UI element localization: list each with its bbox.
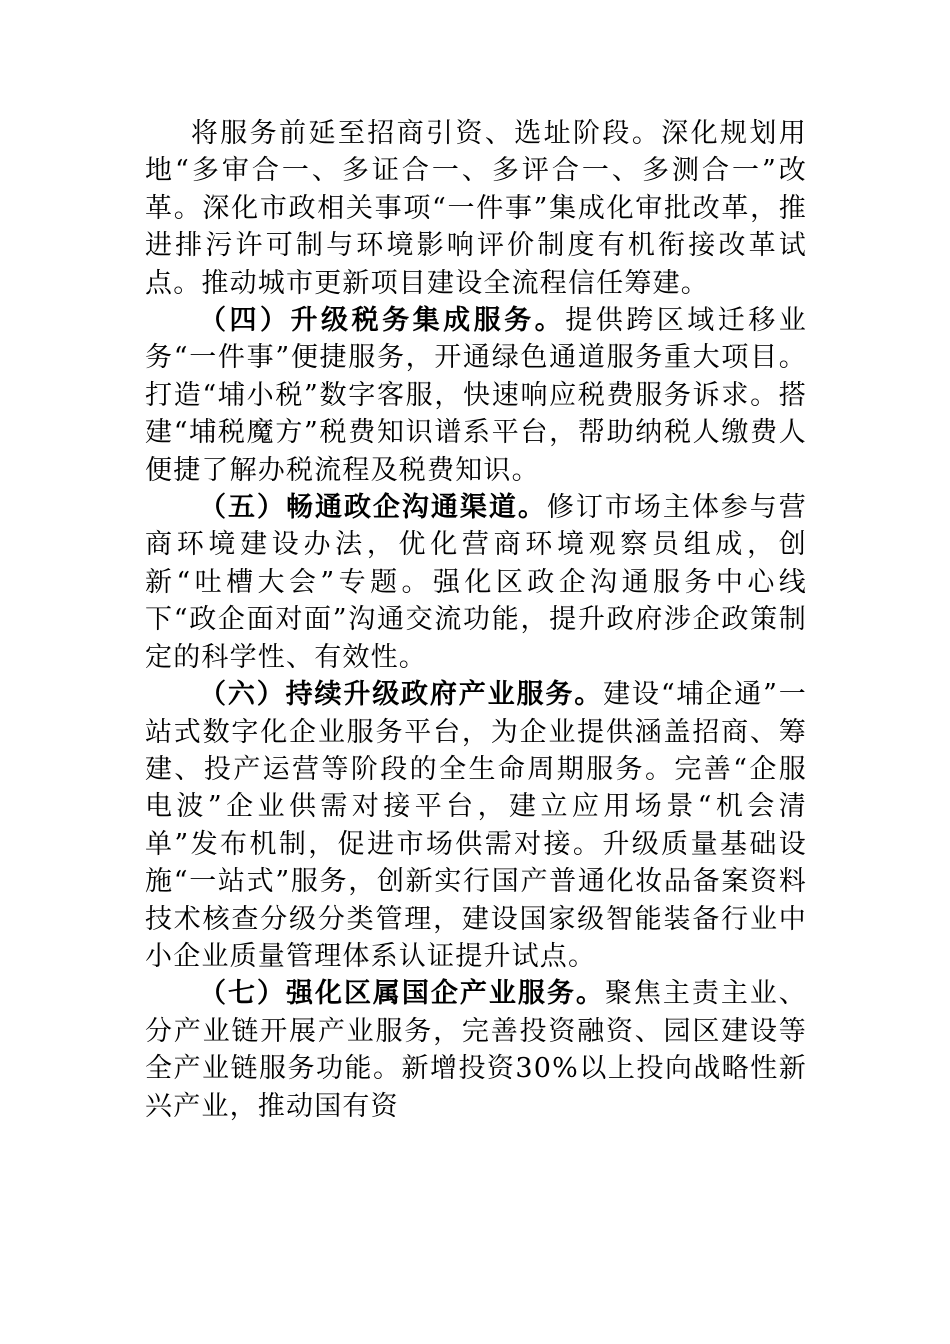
paragraph-heading: （四）升级税务集成服务。	[199, 305, 566, 337]
paragraph-intro	[145, 115, 807, 302]
paragraph-soe-service	[145, 975, 807, 1125]
paragraph-text: 修订市场主体参与营商环境建设办法，优化营商环境观察员组成，创新“吐槽大会”专题。强化区政企沟通服务中心线下“政企面对面”沟通交流功能，提升政府涉企政策制定的科学性、有效性。	[145, 492, 807, 673]
paragraph-heading: （五）畅通政企沟通渠道。	[199, 492, 547, 524]
paragraph-text: 将服务前延至招商引资、选址阶段。深化规划用地“多审合一、多证合一、多评合一、多测合一”改革。深化市政相关事项“一件事”集成化审批改革，推进排污许可制与环境影响评价制度有机衔接改革试点。推动城市更新项目建设全流程信任筹建。	[145, 118, 807, 299]
paragraph-text: 提供跨区域迁移业务“一件事”便捷服务，开通绿色通道服务重大项目。打造“埔小税”数字客服，快速响应税费服务诉求。搭建“埔税魔方”税费知识谱系平台，帮助纳税人缴费人便捷了解办税流程及税费知识。	[145, 305, 807, 486]
paragraph-heading: （七）强化区属国企产业服务。	[199, 978, 605, 1010]
paragraph-text: 聚焦主责主业、分产业链开展产业服务，完善投资融资、园区建设等全产业链服务功能。新增投资30%以上投向战略性新兴产业，推动国有资	[145, 978, 807, 1122]
document-page	[145, 115, 807, 1125]
paragraph-heading: （六）持续升级政府产业服务。	[199, 679, 604, 711]
paragraph-government-service	[145, 676, 807, 975]
paragraph-text: 建设“埔企通”一站式数字化企业服务平台，为企业提供涵盖招商、筹建、投产运营等阶段的全生命周期服务。完善“企服电波”企业供需对接平台，建立应用场景“机会清单”发布机制，促进市场供需对接。升级质量基础设施“一站式”服务，创新实行国产普通化妆品备案资料技术核查分级分类管理，建设国家级智能装备行业中小企业质量管理体系认证提升试点。	[145, 679, 807, 972]
paragraph-communication	[145, 489, 807, 676]
paragraph-tax-service	[145, 302, 807, 489]
